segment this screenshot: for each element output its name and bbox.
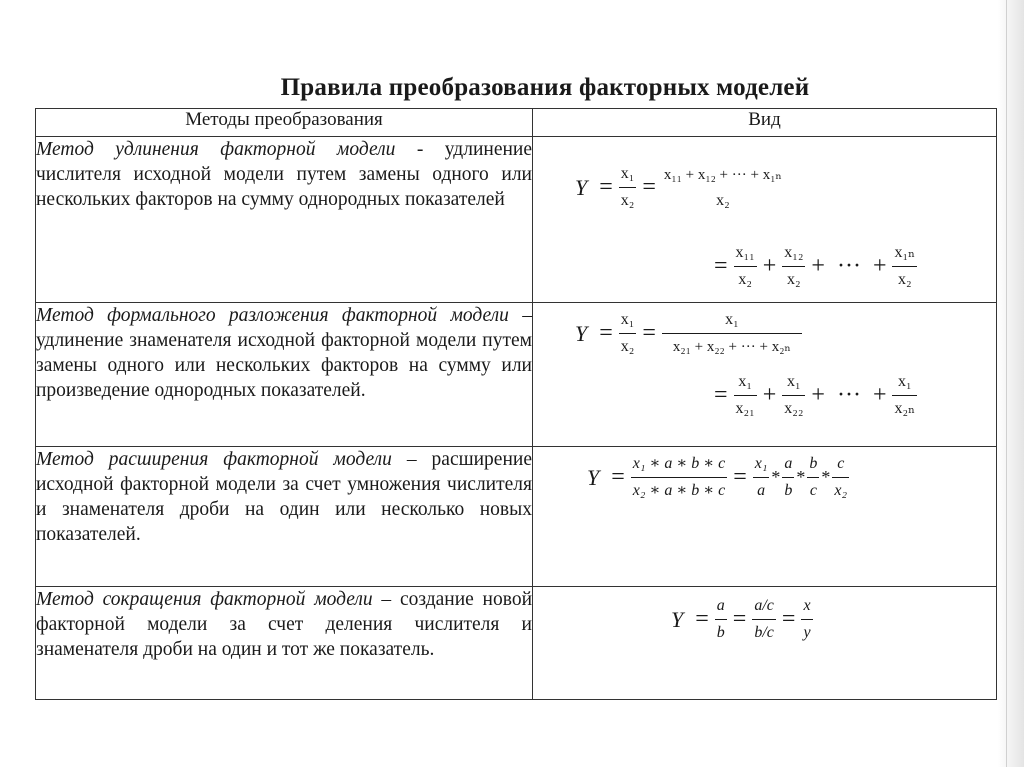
method-cell	[36, 587, 533, 700]
method-separator: –	[372, 589, 400, 610]
equals-sign: =	[642, 174, 656, 200]
equals-sign: =	[599, 174, 613, 200]
method-description: удлинение знаменателя исходной факторной модели путем замены одного или нескольких факторов на сумму или произведение однородных показателей.	[36, 330, 532, 401]
method-name: Метод расширения факторной модели	[36, 449, 392, 470]
method-separator: –	[391, 449, 432, 470]
fraction: $\frac{\text{x₁}}{\text{x₂}}$	[619, 161, 637, 214]
rules-table	[35, 108, 997, 700]
method-description: расширение исходной факторной модели за счет умножения числителя и знаменателя дроби на один или несколько новых показателей.	[36, 449, 532, 545]
table-row	[36, 447, 997, 587]
formula-1-line-2: = $\frac{\text{x₁₁}}{\text{x₂}}$ + $\frac{\text{x₁₂}}{\text{x₂}}$ + ··· + $\frac{\text{x₁ₙ}}{\text{x₂}}$	[708, 240, 917, 293]
formula-cell	[533, 303, 997, 447]
method-cell	[36, 137, 533, 303]
formula-cell	[533, 587, 997, 700]
page-title: Правила преобразования факторных моделей	[280, 74, 810, 101]
method-separator: –	[508, 305, 532, 326]
formula-3: Y = $\frac{\text{x₁ ∗ a ∗ b ∗ c}}{\text{x₂ ∗ a ∗ b ∗ c}}$ = $\frac{\text{x₁}}{a}$ * $\frac{a}{b}$ * $\frac{b}{c}$ * $\frac{c}{\text{x₂}}$	[587, 451, 849, 504]
method-name: Метод удлинения факторной модели	[36, 139, 396, 160]
method-separator: -	[395, 139, 445, 160]
method-name: Метод формального разложения факторной модели	[36, 305, 509, 326]
table-header-row	[36, 109, 997, 137]
formula-cell	[533, 137, 997, 303]
method-cell	[36, 303, 533, 447]
sum-fraction: x₁₁ + x₁₂ + ··· + x₁ₙ x₂	[663, 166, 782, 209]
table-row	[36, 303, 997, 447]
header-view: Вид	[533, 109, 997, 137]
header-methods: Методы преобразования	[36, 109, 533, 137]
formula-1-line-1	[575, 161, 784, 214]
page-edge-shadow	[998, 0, 1024, 767]
formula-2-line-1: Y = $\frac{\text{x₁}}{\text{x₂}}$ = $\frac{\text{x₁}}{\text{x₂₁ + x₂₂ + ··· + x₂ₙ}}$	[575, 307, 802, 360]
method-cell	[36, 447, 533, 587]
formula-4: Y = $\frac{a}{b}$ = $\frac{a/c}{b/c}$ = $\frac{x}{y}$	[671, 593, 813, 646]
y-symbol: Y	[575, 174, 588, 200]
formula-cell	[533, 447, 997, 587]
table-row	[36, 137, 997, 303]
method-name: Метод сокращения факторной модели	[36, 589, 373, 610]
method-description: создание новой факторной модели за счет деления числителя и знаменателя дроби на один и тот же показатель.	[36, 589, 533, 660]
table-row	[36, 587, 997, 700]
formula-2-line-2: = $\frac{\text{x₁}}{\text{x₂₁}}$ + $\frac{\text{x₁}}{\text{x₂₂}}$ + ··· + $\frac{\text{x₁}}{\text{x₂ₙ}}$	[708, 369, 917, 422]
method-description: удлинение числителя исходной модели путем замены одного или нескольких факторов на сумму однородных показателей	[36, 139, 533, 210]
